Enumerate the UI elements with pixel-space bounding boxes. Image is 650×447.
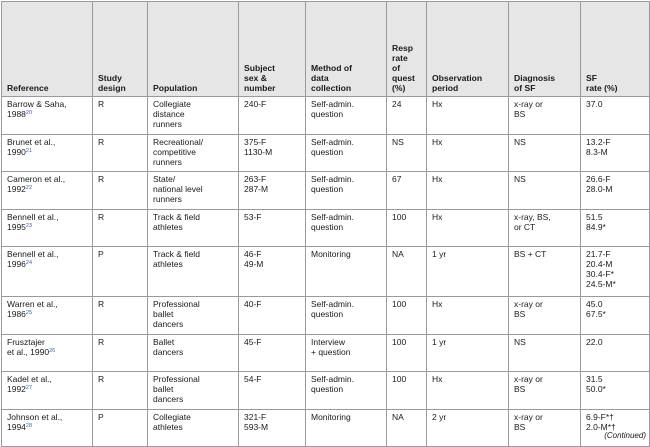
reference-cell	[2, 297, 93, 335]
reference-line	[7, 184, 88, 194]
method-cell	[306, 334, 387, 372]
subject-cell-line: 263-F	[244, 174, 267, 184]
diagnosis-cell	[509, 297, 581, 335]
stress-fracture-table	[1, 1, 650, 447]
table-body	[2, 97, 650, 447]
reference-line	[7, 147, 88, 157]
population-cell-line: dancers	[153, 346, 184, 357]
column-header-line: of	[392, 63, 401, 73]
population-cell-line: ballet	[153, 309, 174, 319]
sf-rate-cell	[581, 172, 650, 210]
subject-cell-line: 40-F	[244, 299, 262, 309]
study-design-cell: R	[93, 209, 148, 247]
observation-period-cell: 1 yr	[427, 334, 509, 372]
study-design-cell: R	[93, 134, 148, 172]
column-header	[239, 2, 306, 97]
subject-cell-line: 53-F	[244, 211, 262, 222]
subject-cell	[239, 134, 306, 172]
header-row	[2, 2, 650, 97]
reference-cell	[2, 172, 93, 210]
method-cell-line: Self-admin.	[311, 174, 354, 184]
population-cell-line: distance	[153, 109, 185, 119]
column-header-line: of SF	[514, 83, 536, 93]
table-row	[2, 297, 650, 335]
subject-cell	[239, 372, 306, 410]
sf-rate-cell-line: 24.5-M*	[586, 279, 616, 289]
method-cell-line: question	[311, 384, 344, 394]
observation-period-cell: Hx	[427, 134, 509, 172]
study-design-cell: R	[93, 372, 148, 410]
reference-line	[7, 374, 88, 384]
population-cell-line: Track & field	[153, 211, 200, 222]
column-header	[581, 2, 650, 97]
method-cell-line: question	[311, 309, 344, 319]
column-header-line: Population	[153, 83, 198, 93]
reference-line	[7, 347, 88, 357]
column-header-line: design	[98, 83, 126, 93]
reference-cell	[2, 97, 93, 135]
sf-rate-cell	[581, 134, 650, 172]
population-cell	[148, 247, 239, 297]
method-cell	[306, 172, 387, 210]
diagnosis-cell	[509, 172, 581, 210]
table-row	[2, 209, 650, 247]
study-design-cell: R	[93, 97, 148, 135]
diagnosis-cell-line: NS	[514, 336, 526, 347]
diagnosis-cell	[509, 134, 581, 172]
reference-text: Warren et al.,	[7, 299, 58, 309]
column-header-line: (%)	[392, 83, 406, 93]
subject-cell-line: 54-F	[244, 374, 262, 384]
subject-cell-line: 49-M	[244, 259, 264, 269]
method-cell	[306, 372, 387, 410]
diagnosis-cell-line: x-ray or	[514, 299, 543, 309]
reference-line	[7, 337, 88, 347]
reference-text: et al., 1990	[7, 346, 50, 357]
reference-cell	[2, 134, 93, 172]
reference-number-link[interactable]: 28	[25, 422, 33, 429]
reference-number-link[interactable]: 26	[49, 347, 56, 354]
population-cell-line: athletes	[153, 259, 183, 269]
reference-number-link[interactable]: 22	[25, 185, 33, 191]
reference-line	[7, 384, 88, 394]
column-header	[387, 2, 427, 97]
population-cell-line: dancers	[153, 319, 184, 329]
method-cell-line: question	[311, 184, 344, 194]
diagnosis-cell-line: BS	[514, 384, 526, 394]
reference-text: Bennell et al.,	[7, 249, 59, 259]
response-rate-cell: NA	[387, 247, 427, 297]
study-design-cell: P	[93, 409, 148, 447]
column-header-line: rate (%)	[586, 83, 618, 93]
response-rate-cell: 67	[387, 172, 427, 210]
reference-number-link[interactable]: 21	[25, 147, 33, 154]
sf-rate-cell-line: 26.6-F	[586, 174, 611, 184]
sf-rate-cell-line: 28.0-M	[586, 184, 613, 194]
column-header-line: Diagnosis	[514, 73, 556, 83]
study-design-cell: R	[93, 172, 148, 210]
reference-number-link[interactable]: 23	[25, 222, 33, 229]
column-header-line: Method of	[311, 63, 353, 73]
column-header-line: quest	[392, 73, 415, 83]
reference-line	[7, 109, 88, 119]
sf-rate-cell-line: 20.4-M	[586, 259, 613, 269]
response-rate-cell: 100	[387, 297, 427, 335]
subject-cell	[239, 334, 306, 372]
reference-line	[7, 99, 88, 109]
diagnosis-cell	[509, 372, 581, 410]
reference-number-link[interactable]: 27	[25, 385, 33, 391]
reference-line	[7, 299, 88, 309]
sf-rate-cell-line: 30.4-F*	[586, 269, 614, 279]
population-cell	[148, 334, 239, 372]
diagnosis-cell-line: NS	[514, 174, 526, 184]
method-cell-line: question	[311, 146, 344, 157]
sf-rate-cell	[581, 409, 650, 447]
population-cell-line: athletes	[153, 221, 183, 232]
observation-period-cell: Hx	[427, 172, 509, 210]
sf-rate-cell-line: 67.5*	[586, 309, 606, 319]
diagnosis-cell-line: x-ray or	[514, 99, 543, 109]
response-rate-cell: 100	[387, 372, 427, 410]
reference-text: Cameron et al.,	[7, 174, 66, 184]
population-cell	[148, 172, 239, 210]
population-cell-line: Collegiate	[153, 99, 191, 109]
sf-rate-cell-line: 21.7-F	[586, 249, 611, 259]
observation-period-cell: Hx	[427, 297, 509, 335]
reference-line	[7, 309, 88, 319]
reference-cell	[2, 372, 93, 410]
population-cell-line: Collegiate	[153, 411, 191, 422]
sf-rate-cell-line: 6.9-F*†	[586, 411, 614, 422]
reference-number-link[interactable]: 20	[25, 110, 33, 116]
population-cell	[148, 209, 239, 247]
subject-cell	[239, 409, 306, 447]
diagnosis-cell-line: x-ray or	[514, 374, 543, 384]
population-cell-line: Recreational/	[153, 136, 204, 147]
reference-line	[7, 222, 88, 232]
diagnosis-cell-line: BS	[514, 309, 526, 319]
population-cell-line: national level	[153, 184, 203, 194]
study-design-cell: P	[93, 247, 148, 297]
subject-cell	[239, 247, 306, 297]
table-row	[2, 134, 650, 172]
sf-rate-cell-line: 84.9*	[586, 221, 606, 232]
reference-text: 1996	[7, 259, 26, 269]
column-header-line: sex &	[244, 73, 267, 83]
diagnosis-cell	[509, 334, 581, 372]
column-header	[148, 2, 239, 97]
sf-rate-cell-line: 2.0-M*†	[586, 421, 616, 432]
method-cell-line: question	[311, 221, 344, 232]
column-header-line: period	[432, 83, 459, 93]
column-header-line: number	[244, 83, 276, 93]
reference-text: Bennell et al.,	[7, 211, 59, 222]
reference-cell	[2, 247, 93, 297]
reference-line	[7, 137, 88, 147]
method-cell	[306, 134, 387, 172]
reference-text: 1994	[7, 421, 26, 432]
table-row	[2, 172, 650, 210]
diagnosis-cell-line: NS	[514, 136, 526, 147]
method-cell-line: Self-admin.	[311, 136, 354, 147]
subject-cell-line: 375-F	[244, 136, 267, 147]
population-cell-line: athletes	[153, 421, 183, 432]
column-header	[306, 2, 387, 97]
response-rate-cell: NA	[387, 409, 427, 447]
table-container	[1, 1, 649, 447]
column-header-line: Study	[98, 73, 122, 83]
reference-text: 1990	[7, 146, 26, 157]
table-row	[2, 97, 650, 135]
diagnosis-cell-line: x-ray or	[514, 411, 543, 422]
method-cell-line: question	[311, 109, 344, 119]
sf-rate-cell	[581, 247, 650, 297]
population-cell-line: State/	[153, 174, 176, 184]
population-cell-line: competitive	[153, 146, 196, 157]
method-cell-line: Self-admin.	[311, 211, 354, 222]
method-cell	[306, 297, 387, 335]
column-header	[427, 2, 509, 97]
column-header-line: SF	[586, 73, 597, 83]
diagnosis-cell-line: BS	[514, 421, 526, 432]
method-cell	[306, 409, 387, 447]
table-row	[2, 247, 650, 297]
population-cell-line: dancers	[153, 394, 184, 404]
reference-number-link[interactable]: 24	[25, 260, 33, 266]
reference-text: Barrow & Saha,	[7, 99, 67, 109]
column-header	[93, 2, 148, 97]
diagnosis-cell	[509, 209, 581, 247]
reference-number-link[interactable]: 25	[25, 310, 33, 316]
column-header-line: Observation	[432, 73, 483, 83]
method-cell	[306, 97, 387, 135]
observation-period-cell: Hx	[427, 209, 509, 247]
reference-text: Kadel et al.,	[7, 374, 52, 384]
sf-rate-cell	[581, 97, 650, 135]
population-cell-line: runners	[153, 156, 182, 167]
method-cell-line: Self-admin.	[311, 299, 354, 309]
table-row	[2, 334, 650, 372]
method-cell-line: + question	[311, 346, 351, 357]
sf-rate-cell	[581, 334, 650, 372]
reference-text: 1988	[7, 109, 26, 119]
column-header-line: rate	[392, 53, 408, 63]
reference-line	[7, 412, 88, 422]
method-cell	[306, 209, 387, 247]
table-row	[2, 372, 650, 410]
diagnosis-cell	[509, 97, 581, 135]
diagnosis-cell-line: BS + CT	[514, 249, 547, 259]
column-header-line: Subject	[244, 63, 276, 73]
population-cell	[148, 297, 239, 335]
observation-period-cell: 1 yr	[427, 247, 509, 297]
diagnosis-cell	[509, 247, 581, 297]
reference-text: Brunet et al.,	[7, 136, 56, 147]
population-cell	[148, 97, 239, 135]
sf-rate-cell	[581, 297, 650, 335]
column-header	[2, 2, 93, 97]
sf-rate-cell-line: 8.3-M	[586, 146, 608, 157]
column-header	[509, 2, 581, 97]
population-cell-line: Professional	[153, 374, 200, 384]
reference-line	[7, 259, 88, 269]
sf-rate-cell-line: 31.5	[586, 374, 603, 384]
subject-cell-line: 240-F	[244, 99, 267, 109]
reference-line	[7, 249, 88, 259]
population-cell-line: Professional	[153, 299, 200, 309]
sf-rate-cell-line: 45.0	[586, 299, 603, 309]
population-cell-line: runners	[153, 119, 182, 129]
population-cell	[148, 409, 239, 447]
reference-text: 1986	[7, 309, 26, 319]
reference-cell	[2, 409, 93, 447]
diagnosis-cell-line: BS	[514, 109, 526, 119]
reference-cell	[2, 334, 93, 372]
observation-period-cell: 2 yr	[427, 409, 509, 447]
method-cell-line: Interview	[311, 336, 346, 347]
sf-rate-cell	[581, 372, 650, 410]
subject-cell-line: 46-F	[244, 249, 262, 259]
observation-period-cell: Hx	[427, 97, 509, 135]
column-header-line: Resp	[392, 43, 414, 53]
reference-line	[7, 212, 88, 222]
response-rate-cell: 24	[387, 97, 427, 135]
sf-rate-cell-line: 51.5	[586, 211, 603, 222]
subject-cell-line: 321-F	[244, 411, 267, 422]
reference-text: 1992	[7, 184, 26, 194]
sf-rate-cell-line: 37.0	[586, 99, 603, 109]
sf-rate-cell-line: 13.2-F	[586, 136, 611, 147]
diagnosis-cell-line: or CT	[514, 221, 536, 232]
response-rate-cell: 100	[387, 209, 427, 247]
reference-text: 1995	[7, 221, 26, 232]
response-rate-cell: NS	[387, 134, 427, 172]
sf-rate-cell-line: 50.0*	[586, 384, 606, 394]
subject-cell	[239, 209, 306, 247]
method-cell	[306, 247, 387, 297]
diagnosis-cell-line: x-ray, BS,	[514, 211, 551, 222]
subject-cell	[239, 172, 306, 210]
column-header-line: collection	[311, 83, 352, 93]
subject-cell	[239, 97, 306, 135]
reference-cell	[2, 209, 93, 247]
subject-cell	[239, 297, 306, 335]
subject-cell-line: 45-F	[244, 336, 262, 347]
method-cell-line: Monitoring	[311, 411, 351, 422]
subject-cell-line: 1130-M	[244, 146, 273, 157]
method-cell-line: Self-admin.	[311, 374, 354, 384]
reference-text: Frusztajer	[7, 336, 45, 347]
column-header-line: Reference	[7, 83, 49, 93]
method-cell-line: Self-admin.	[311, 99, 354, 109]
method-cell-line: Monitoring	[311, 249, 351, 259]
response-rate-cell: 100	[387, 334, 427, 372]
study-design-cell: R	[93, 334, 148, 372]
observation-period-cell: Hx	[427, 372, 509, 410]
table-row	[2, 409, 650, 447]
subject-cell-line: 593-M	[244, 421, 269, 432]
reference-text: Johnson et al.,	[7, 411, 63, 422]
column-header-line: data	[311, 73, 329, 83]
population-cell-line: ballet	[153, 384, 174, 394]
reference-text: 1992	[7, 384, 26, 394]
continued-note: (Continued)	[604, 431, 646, 440]
sf-rate-cell	[581, 209, 650, 247]
population-cell	[148, 134, 239, 172]
population-cell-line: runners	[153, 194, 182, 204]
subject-cell-line: 287-M	[244, 184, 269, 194]
reference-line	[7, 422, 88, 432]
population-cell-line: Track & field	[153, 249, 200, 259]
sf-rate-cell-line: 22.0	[586, 336, 603, 347]
diagnosis-cell	[509, 409, 581, 447]
population-cell-line: Ballet	[153, 336, 175, 347]
population-cell	[148, 372, 239, 410]
reference-line	[7, 174, 88, 184]
study-design-cell: R	[93, 297, 148, 335]
